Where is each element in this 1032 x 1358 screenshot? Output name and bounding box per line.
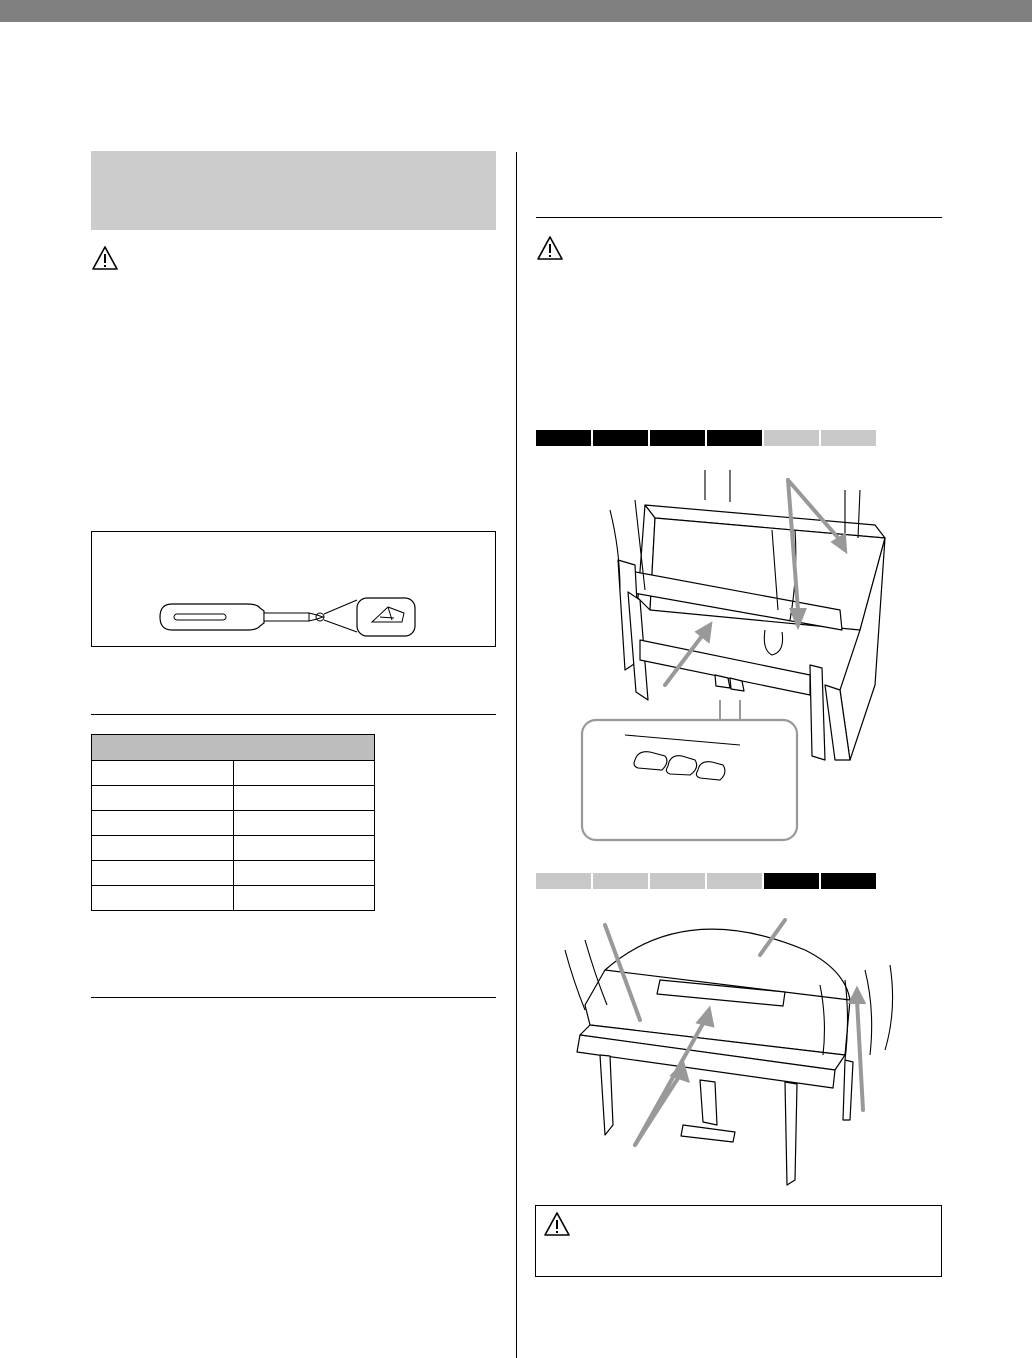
model-segment <box>536 430 591 446</box>
model-segment <box>764 873 819 889</box>
warning-triangle-icon <box>536 235 564 261</box>
subsection-rule-1 <box>91 714 496 715</box>
model-segment <box>821 873 876 889</box>
header-bar <box>0 0 1032 22</box>
table-row <box>92 811 375 836</box>
spec-table <box>91 734 375 911</box>
grand-piano-lifting-illustration <box>545 910 925 1190</box>
model-segment <box>650 430 705 446</box>
model-segment <box>821 430 876 446</box>
subsection-rule-2 <box>91 997 496 998</box>
model-segment <box>536 873 591 889</box>
model-indicator-bar-top <box>536 430 876 446</box>
tool-illustration-box <box>91 531 496 647</box>
model-segment <box>707 430 762 446</box>
section-title-banner <box>91 151 496 230</box>
caution-notice-box <box>535 1205 942 1277</box>
table-row <box>92 786 375 811</box>
spec-table-header <box>92 735 375 761</box>
warning-triangle-icon <box>543 1211 571 1237</box>
model-segment <box>593 873 648 889</box>
model-segment <box>707 873 762 889</box>
table-row <box>92 836 375 861</box>
table-row <box>92 761 375 786</box>
model-segment <box>593 430 648 446</box>
table-row <box>92 861 375 886</box>
table-row <box>92 886 375 911</box>
upright-piano-lifting-illustration <box>540 460 940 845</box>
subsection-rule-3 <box>536 217 942 218</box>
model-indicator-bar-bottom <box>536 873 876 889</box>
model-segment <box>764 430 819 446</box>
warning-triangle-icon <box>91 245 119 271</box>
column-divider <box>516 152 517 1358</box>
model-segment <box>650 873 705 889</box>
phillips-screwdriver-icon <box>152 592 452 642</box>
